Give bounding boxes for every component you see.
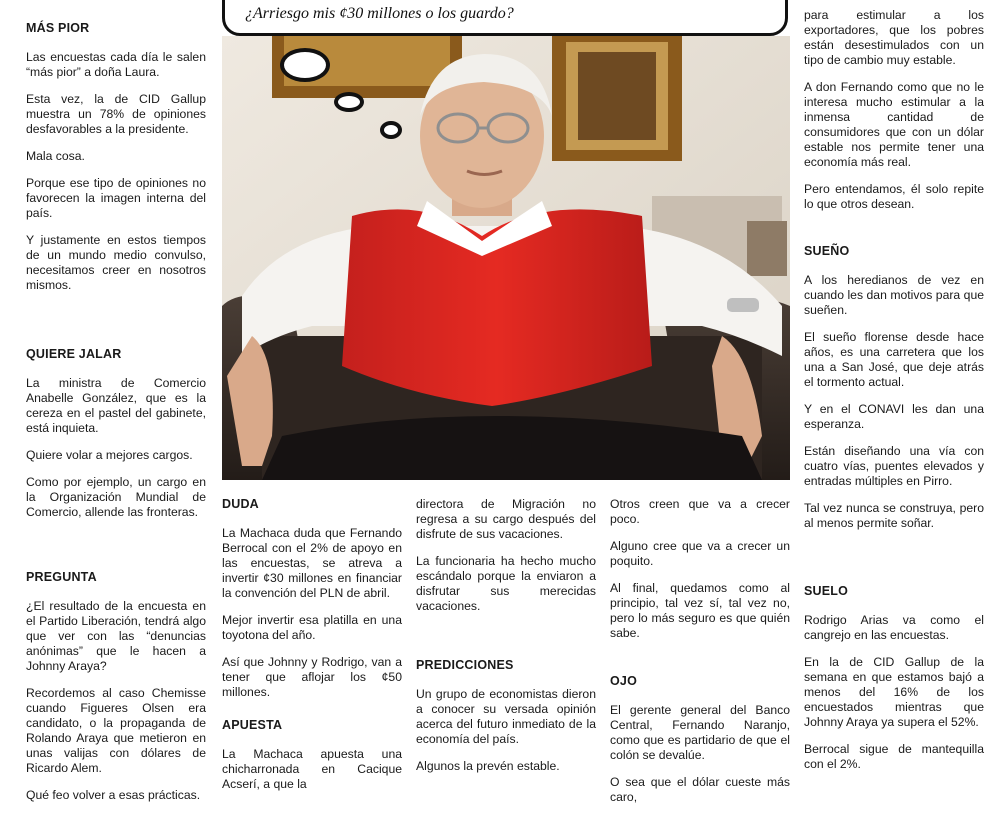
paragraph: Rodrigo Arias va como el cangrejo en las encuestas.	[804, 613, 984, 642]
paragraph: En la de CID Gallup de la semana en que estamos bajó a menos del 16% de los encuestados mientras que Johnny Araya ya supera el 52%.	[804, 655, 984, 729]
paragraph: directora de Migración no regresa a su cargo después del disfrute de sus vacaciones.	[416, 497, 596, 541]
speech-bubble-text: ¿Arriesgo mis ¢30 millones o los guardo?	[245, 5, 514, 22]
paragraph: A don Fernando como que no le interesa mucho estimular a la inmensa cantidad de consumidores que con un dólar estable nos permite tener una economía más real.	[804, 80, 984, 169]
section-sueno	[804, 244, 984, 543]
paragraph: Esta vez, la de CID Gallup muestra un 78% de opiniones desfavorables a la presidente.	[26, 92, 206, 136]
section-title: PREGUNTA	[26, 570, 97, 584]
paragraph: Como por ejemplo, un cargo en la Organización Mundial de Comercio, allende las fronteras.	[26, 475, 206, 519]
paragraph: Y justamente en estos tiempos de un mundo medio convulso, necesitamos creer en nosotros mismos.	[26, 233, 206, 292]
column-3	[416, 0, 596, 791]
paragraph: Al final, quedamos como al principio, tal vez sí, tal vez no, pero lo más seguro es que quién sabe.	[610, 581, 790, 640]
section-predicciones	[416, 658, 596, 786]
section-title: OJO	[610, 674, 637, 688]
section-suelo	[804, 584, 984, 784]
section-ojo-cont	[804, 8, 984, 224]
paragraph: Y en el CONAVI les dan una esperanza.	[804, 402, 984, 431]
section-title: PREDICCIONES	[416, 658, 514, 672]
section-mas-pior	[26, 21, 206, 305]
paragraph: A los heredianos de vez en cuando les dan motivos para que sueñen.	[804, 273, 984, 317]
left-column	[26, 0, 206, 802]
paragraph: Un grupo de economistas dieron a conocer su versada opinión acerca del futuro inmediato de la economía del país.	[416, 687, 596, 746]
section-title: SUEÑO	[804, 244, 850, 258]
paragraph: Mejor invertir esa platilla en una toyotona del año.	[222, 613, 402, 642]
paragraph: Recordemos al caso Chemisse cuando Figueres Olsen era candidato, o la propaganda de Rolando Araya que metieron en unas valijas con dólares de Ricardo Alem.	[26, 686, 206, 775]
paragraph: Algunos la prevén estable.	[416, 759, 560, 773]
section-title: SUELO	[804, 584, 849, 598]
column-5	[804, 0, 984, 791]
column-2	[222, 0, 402, 791]
paragraph: Así que Johnny y Rodrigo, van a tener que aflojar los ¢50 millones.	[222, 655, 402, 699]
paragraph: Otros creen que va a crecer poco.	[610, 497, 790, 526]
paragraph: El sueño florense desde hace años, es una carretera que los una a San José, que deje atrás el tormento actual.	[804, 330, 984, 389]
section-pregunta	[26, 570, 206, 815]
paragraph: La Machaca duda que Fernando Berrocal con el 2% de apoyo en las encuestas, se atreva a invertir ¢30 millones en financiar la convención del PLN de abril.	[222, 526, 402, 600]
paragraph: ¿El resultado de la encuesta en el Partido Liberación, tendrá algo que ver con las “denuncias anónimas” que le hacen a Johnny Araya?	[26, 599, 206, 673]
section-ojo	[610, 674, 790, 817]
paragraph: Las encuestas cada día le salen “más pior” a doña Laura.	[26, 50, 206, 79]
paragraph: Qué feo volver a esas prácticas.	[26, 788, 201, 802]
paragraph: La ministra de Comercio Anabelle González, que es la cereza en el pastel del gabinete, está inquieta.	[26, 376, 206, 435]
section-predicciones-cont	[610, 497, 790, 653]
section-apuesta	[222, 718, 402, 804]
paragraph: Berrocal sigue de mantequilla con el 2%.	[804, 742, 984, 771]
section-title: QUIERE JALAR	[26, 347, 122, 361]
paragraph: El gerente general del Banco Central, Fernando Naranjo, como que es partidario de que el colón se devalúe.	[610, 703, 790, 762]
paragraph: Quiere volar a mejores cargos.	[26, 448, 193, 462]
paragraph: Pero entendamos, él solo repite lo que otros desean.	[804, 182, 984, 211]
paragraph: Porque ese tipo de opiniones no favorecen la imagen interna del país.	[26, 176, 206, 220]
paragraph: La funcionaria ha hecho mucho escándalo porque la enviaron a disfrutar sus merecidas vacaciones.	[416, 554, 596, 613]
section-title: APUESTA	[222, 718, 283, 732]
paragraph: para estimular a los exportadores, que los pobres están desestimulados con un tipo de cambio muy estable.	[804, 8, 984, 67]
paragraph: Están diseñando una vía con cuatro vías, puentes elevados y entradas múltiples en Pirro.	[804, 444, 984, 488]
paragraph: O sea que el dólar cueste más caro,	[610, 775, 790, 804]
paragraph: La Machaca apuesta una chicharronada en Cacique Acserí, a que la	[222, 747, 402, 791]
column-4	[610, 0, 790, 804]
paragraph: Alguno cree que va a crecer un poquito.	[610, 539, 790, 568]
paragraph: Tal vez nunca se construya, pero al menos permite soñar.	[804, 501, 984, 530]
section-title: MÁS PIOR	[26, 21, 90, 35]
section-title: DUDA	[222, 497, 259, 511]
section-quiere-jalar	[26, 347, 206, 532]
paragraph: Mala cosa.	[26, 149, 85, 163]
section-migracion-cont	[416, 497, 596, 626]
section-duda	[222, 497, 402, 712]
